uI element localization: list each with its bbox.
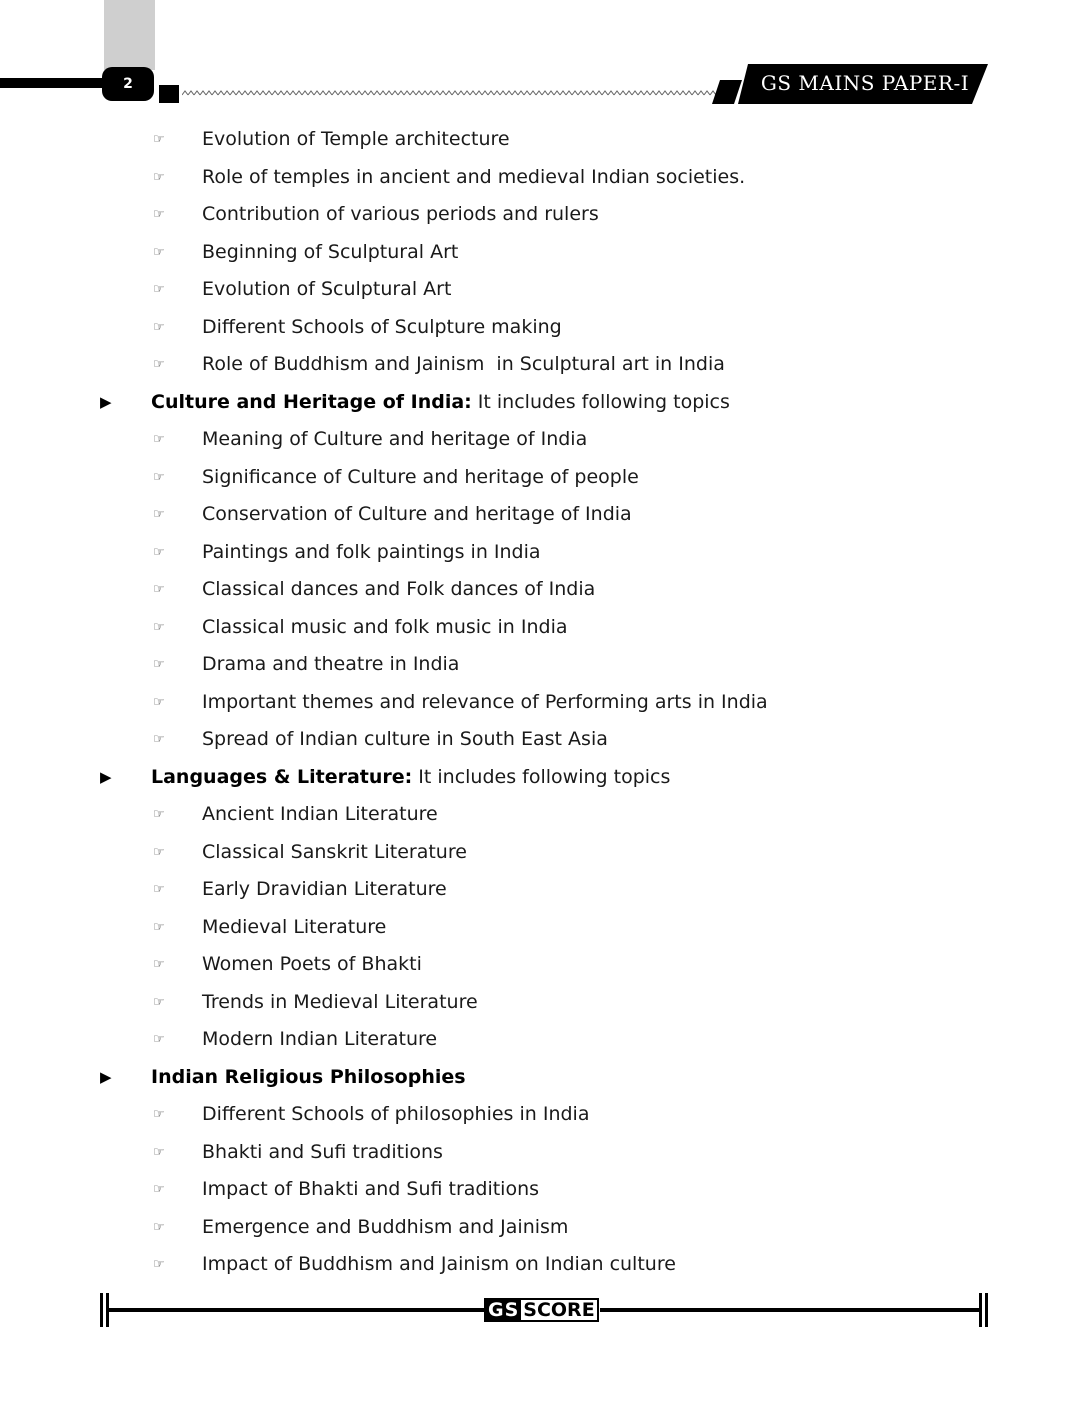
section-heading-item: [0, 759, 1088, 797]
list-item: [0, 871, 1088, 909]
footer: [100, 1293, 988, 1327]
list-item-text: Classical dances and Folk dances of India: [202, 578, 596, 600]
list-item: [0, 984, 1088, 1022]
list-item-text: Different Schools of philosophies in India: [202, 1103, 590, 1125]
section-heading-title: Languages & Literature:: [151, 765, 413, 788]
pointing-hand-icon: ☞: [153, 319, 165, 335]
pointing-hand-icon: ☞: [153, 1107, 165, 1122]
list-item-text: Classical Sanskrit Literature: [202, 840, 467, 863]
list-item: [0, 346, 1088, 384]
pointing-hand-icon: ☞: [153, 807, 165, 822]
list-item: [0, 1021, 1088, 1059]
pointing-hand-icon: ☞: [153, 507, 165, 522]
list-item-text: Classical music and folk music in India: [202, 615, 568, 638]
header-zigzag-rule: [182, 89, 716, 97]
page-number-badge: 2: [102, 67, 154, 101]
list-item-text: Women Poets of Bhakti: [202, 953, 422, 975]
pointing-hand-icon: ☞: [153, 244, 165, 260]
list-item: [0, 121, 1088, 159]
list-item-text: Significance of Culture and heritage of people: [202, 465, 639, 488]
section-heading-text: [151, 1059, 466, 1097]
list-item-text: Meaning of Culture and heritage of India: [202, 428, 588, 450]
list-item-text: Trends in Medieval Literature: [202, 990, 478, 1013]
pointing-hand-icon: ☞: [153, 657, 165, 672]
section-heading-text: [151, 384, 730, 422]
list-item: [0, 534, 1088, 572]
pointing-hand-icon: ☞: [153, 1144, 165, 1160]
section-heading-description: It includes following topics: [412, 765, 671, 788]
list-item: [0, 834, 1088, 872]
footer-rule-right: [600, 1308, 980, 1312]
list-item: [0, 1096, 1088, 1134]
pointing-hand-icon: ☞: [153, 844, 165, 860]
list-item: [0, 159, 1088, 197]
list-item-text: Role of Buddhism and Jainism in Sculptural art in India: [202, 353, 725, 375]
list-item: [0, 234, 1088, 272]
pointing-hand-icon: ☞: [153, 357, 165, 372]
list-item-text: Paintings and folk paintings in India: [202, 540, 541, 563]
pointing-hand-icon: ☞: [153, 132, 165, 147]
list-item-text: Emergence and Buddhism and Jainism: [202, 1215, 569, 1238]
list-item-text: Contribution of various periods and rulers: [202, 203, 599, 225]
section-heading-description: It includes following topics: [471, 390, 730, 413]
header-tab: [104, 0, 155, 70]
pointing-hand-icon: ☞: [153, 732, 165, 747]
section-heading-item: [0, 1059, 1088, 1097]
pointing-hand-icon: ☞: [153, 282, 165, 297]
list-item-text: Bhakti and Sufi traditions: [202, 1140, 443, 1163]
pointing-hand-icon: ☞: [153, 957, 165, 972]
pointing-hand-icon: ☞: [153, 544, 165, 560]
list-item: [0, 496, 1088, 534]
pointing-hand-icon: ☞: [153, 469, 165, 485]
list-item: [0, 1246, 1088, 1284]
list-item-text: Medieval Literature: [202, 915, 387, 938]
footer-bar: [985, 1293, 988, 1327]
section-heading-text: [151, 759, 670, 797]
footer-bar: [100, 1293, 103, 1327]
list-item: [0, 609, 1088, 647]
pointing-hand-icon: ☞: [153, 694, 165, 710]
pointing-hand-icon: ☞: [153, 619, 165, 635]
pointing-hand-icon: ☞: [153, 919, 165, 935]
triangle-right-icon: ▶: [100, 392, 112, 411]
list-item-text: Evolution of Temple architecture: [202, 128, 510, 150]
list-item-text: Early Dravidian Literature: [202, 878, 447, 900]
header-title: GS MAINS PAPER-I: [760, 71, 970, 95]
list-item: [0, 1171, 1088, 1209]
pointing-hand-icon: ☞: [153, 432, 165, 447]
list-item-text: Ancient Indian Literature: [202, 803, 438, 825]
logo-score-text: SCORE: [523, 1299, 595, 1321]
list-item-text: Drama and theatre in India: [202, 653, 460, 675]
pointing-hand-icon: ☞: [153, 169, 165, 185]
list-item-text: Spread of Indian culture in South East Asia: [202, 728, 608, 750]
list-item: [0, 946, 1088, 984]
syllabus-list: [0, 121, 1088, 1284]
pointing-hand-icon: ☞: [153, 1182, 165, 1197]
list-item: [0, 421, 1088, 459]
list-item: [0, 309, 1088, 347]
pointing-hand-icon: ☞: [153, 1219, 165, 1235]
list-item: [0, 646, 1088, 684]
header-square: [159, 85, 179, 103]
list-item-text: Modern Indian Literature: [202, 1028, 438, 1050]
triangle-right-icon: ▶: [100, 1067, 112, 1086]
logo-gs-text: GS: [488, 1299, 520, 1321]
list-item: [0, 196, 1088, 234]
gs-score-logo: [484, 1298, 599, 1322]
list-item: [0, 721, 1088, 759]
pointing-hand-icon: ☞: [153, 1032, 165, 1047]
list-item-text: Role of temples in ancient and medieval Indian societies.: [202, 165, 746, 188]
list-item-text: Conservation of Culture and heritage of India: [202, 503, 632, 525]
list-item-text: Evolution of Sculptural Art: [202, 278, 452, 300]
section-heading-title: Indian Religious Philosophies: [151, 1065, 466, 1088]
section-heading-title: Culture and Heritage of India:: [151, 390, 472, 413]
list-item-text: Important themes and relevance of Performing arts in India: [202, 690, 768, 713]
footer-bar: [979, 1293, 982, 1327]
triangle-right-icon: ▶: [100, 767, 112, 786]
list-item: [0, 1134, 1088, 1172]
section-heading-item: [0, 384, 1088, 422]
list-item-text: Impact of Buddhism and Jainism on Indian culture: [202, 1253, 676, 1275]
list-item: [0, 459, 1088, 497]
pointing-hand-icon: ☞: [153, 207, 165, 222]
pointing-hand-icon: ☞: [153, 994, 165, 1010]
list-item: [0, 684, 1088, 722]
list-item-text: Beginning of Sculptural Art: [202, 240, 459, 263]
footer-rule-left: [108, 1308, 484, 1312]
list-item: [0, 909, 1088, 947]
pointing-hand-icon: ☞: [153, 882, 165, 897]
list-item: [0, 1209, 1088, 1247]
pointing-hand-icon: ☞: [153, 582, 165, 597]
list-item-text: Different Schools of Sculpture making: [202, 315, 562, 338]
list-item-text: Impact of Bhakti and Sufi traditions: [202, 1178, 540, 1200]
list-item: [0, 571, 1088, 609]
list-item: [0, 796, 1088, 834]
list-item: [0, 271, 1088, 309]
pointing-hand-icon: ☞: [153, 1257, 165, 1272]
